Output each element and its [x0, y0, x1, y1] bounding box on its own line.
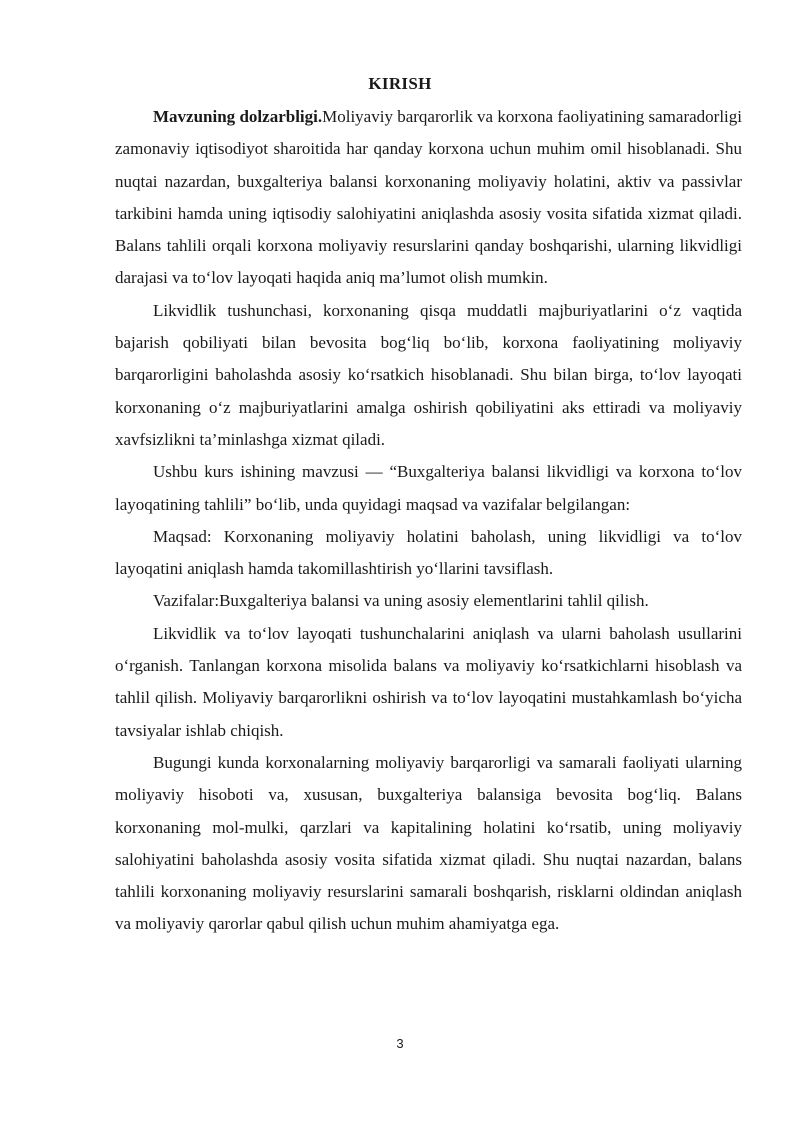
paragraph-relevance	[115, 101, 742, 295]
relevance-lead: Mavzuning dolzarbligi.	[153, 107, 323, 126]
paragraph-liquidity: Likvidlik tushunchasi, korxonaning qisqa muddatli majburiyatlarini o‘z vaqtida bajarish qobiliyati bilan bevosita bog‘liq bo‘lib, korxona faoliyatining moliyaviy barqarorligini baholashda asosiy ko‘rsatkich hisoblanadi. Shu bilan birga, to‘lov layoqati korxonaning o‘z majburiyatlarini amalga oshirish qobiliyatini aks ettiradi va moliyaviy xavfsizlikni ta’minlashga xizmat qiladi.	[115, 300, 742, 449]
body-text	[115, 101, 742, 941]
relevance-text: Moliyaviy barqarorlik va korxona faoliyatining samaradorligi zamonaviy iqtisodiyot sharoitida har qanday korxona uchun muhim omil hisoblanadi. Shu nuqtai nazardan, buxgalteriya balansi korxonaning moliyaviy holatini, aktiv va passivlar tarkibini hamda uning iqtisodiy salohiyatini aniqlashda asosiy vosita sifatida xizmat qiladi. Balans tahlili orqali korxona moliyaviy resurslarini qanday boshqarishi, ularning likvidligi darajasi va to‘lov layoqati haqida aniq ma’lumot olish mumkin.	[115, 107, 742, 288]
paragraph-tasks: Vazifalar:Buxgalteriya balansi va uning asosiy elementlarini tahlil qilish.	[153, 591, 649, 611]
paragraph-goal: Maqsad: Korxonaning moliyaviy holatini baholash, uning likvidligi va to‘lov layoqatini aniqlash hamda takomillashtirish yo‘llarini tavsiflash.	[115, 526, 742, 579]
paragraph-topic: Ushbu kurs ishining mavzusi — “Buxgalteriya balansi likvidligi va korxona to‘lov layoqatining tahlili” bo‘lib, unda quyidagi maqsad va vazifalar belgilangan:	[115, 462, 742, 514]
page-number: 3	[396, 1036, 404, 1051]
section-title: KIRISH	[368, 74, 432, 93]
paragraph-tasks-details: Likvidlik va to‘lov layoqati tushunchalarini aniqlash va ularni baholash usullarini o‘rganish. Tanlangan korxona misolida balans va moliyaviy ko‘rsatkichlarni hisoblash va tahlil qilish. Moliyaviy barqarorlikni oshirish va to‘lov layoqatini mustahkamlash bo‘yicha tavsiyalar ishlab chiqish.	[115, 623, 742, 740]
paragraph-conclusion: Bugungi kunda korxonalarning moliyaviy barqarorligi va samarali faoliyati ularning moliyaviy hisoboti va, xususan, buxgalteriya balansiga bevosita bog‘liq. Balans korxonaning mol-mulki, qarzlari va kapitalining holatini ko‘rsatib, uning moliyaviy salohiyatini baholashda asosiy vosita sifatida xizmat qiladi. Shu nuqtai nazardan, balans tahlili korxonaning moliyaviy resurslarini samarali boshqarish, risklarni oldindan aniqlash va moliyaviy qarorlar qabul qilish uchun muhim ahamiyatga ega.	[115, 752, 742, 934]
